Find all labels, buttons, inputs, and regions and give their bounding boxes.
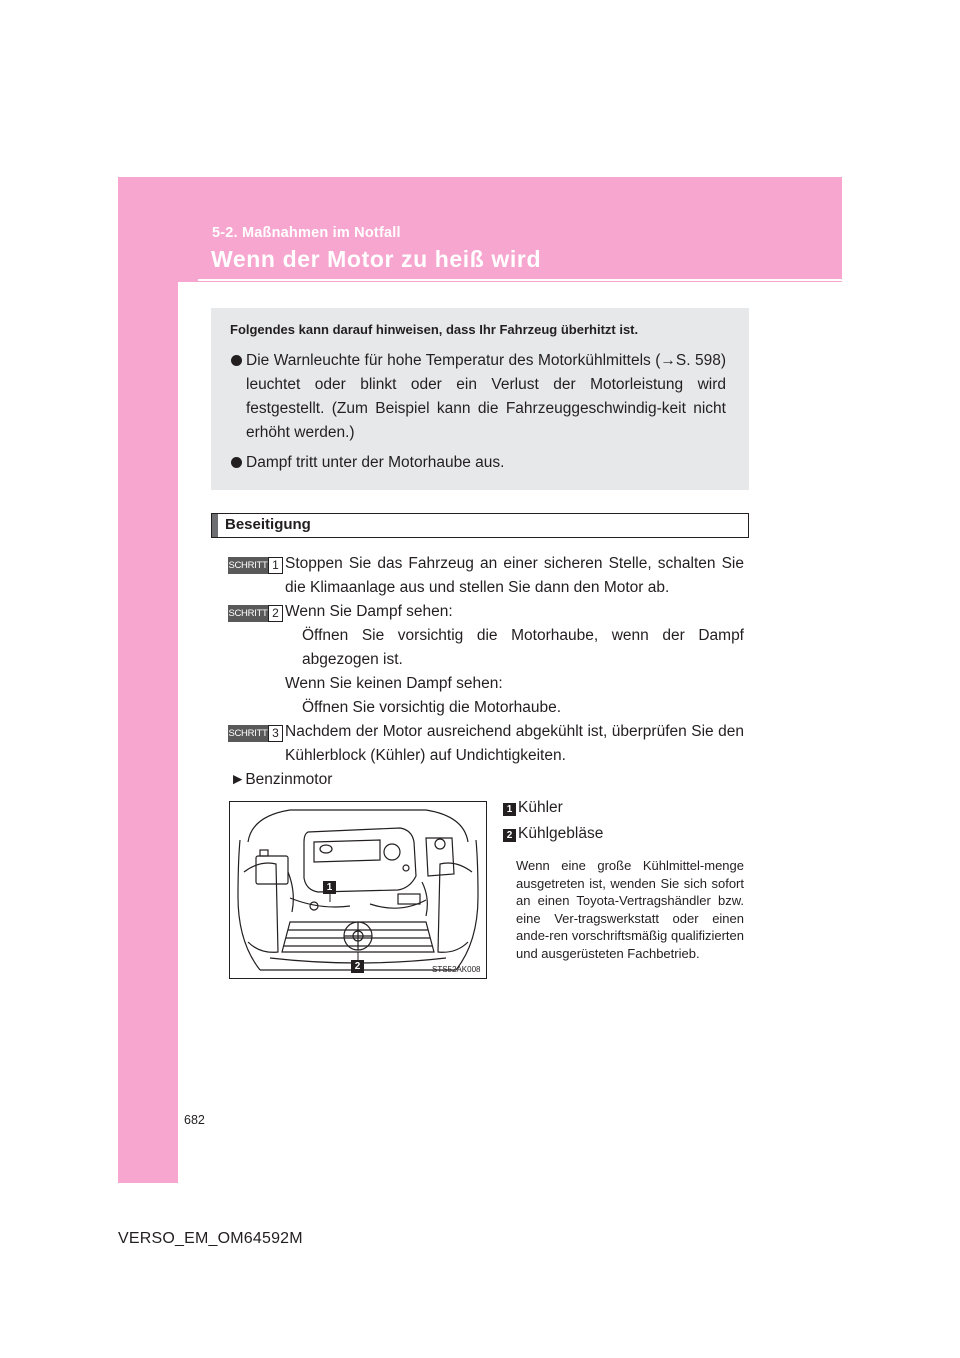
legend-label-2: Kühlgebläse	[518, 825, 604, 842]
overheat-sign-item: Dampf tritt unter der Motorhaube aus.	[246, 454, 505, 471]
legend-marker-2: 2	[503, 829, 516, 842]
marker-2: 2	[351, 960, 364, 973]
step-subtext: Öffnen Sie vorsichtig die Motorhaube, wenn der Dampf abgezogen ist.	[302, 627, 744, 668]
chapter-side-band	[118, 282, 178, 1183]
overheat-sign-item: Die Warnleuchte für hohe Temperatur des Motorkühlmittels (→S. 598) leuchtet oder blinkt oder ein Verlust der Motorleistung wird festgestellt. (Zum Beispiel kann die Fahrzeuggeschwindig-keit nicht erhöht werden.)	[246, 352, 726, 441]
engine-type-text: Benzinmotor	[245, 771, 333, 788]
step-text: Wenn Sie Dampf sehen:	[285, 603, 453, 620]
page-title: Wenn der Motor zu heiß wird	[211, 246, 542, 272]
step-text: Stoppen Sie das Fahrzeug an einer sicheren Stelle, schalten Sie die Klimaanlage aus und stellen Sie dann den Motor ab.	[285, 555, 744, 596]
step-number: 2	[268, 605, 283, 622]
step-number: 3	[268, 725, 283, 742]
heading-accent-bar	[212, 514, 218, 537]
step-tag: SCHRITT	[228, 605, 268, 622]
document-code: VERSO_EM_OM64592M	[118, 1230, 303, 1247]
coolant-leak-note: Wenn eine große Kühlmittel-menge ausgetreten ist, wenden Sie sich sofort an einen Toyota-Vertragshändler bzw. eine Ver-tragswerkstatt oder einen ande-ren vorschriftsmäßig qualifizierten und ausgerüsteten Fachbetrieb.	[516, 858, 744, 961]
step-tag: SCHRITT	[228, 557, 268, 574]
bullet-icon	[231, 355, 242, 366]
step-subtext: Öffnen Sie vorsichtig die Motorhaube.	[302, 699, 562, 716]
step-number: 1	[268, 557, 283, 574]
marker-1: 1	[323, 881, 336, 894]
triangle-right-icon: ►	[230, 771, 246, 788]
step-badge	[228, 557, 282, 574]
legend-marker-1: 1	[503, 803, 516, 816]
step-tag: SCHRITT	[228, 725, 268, 742]
fix-section-heading	[211, 513, 749, 538]
figure-code: STS52AK008	[432, 965, 481, 974]
engine-bay-illustration	[229, 801, 487, 979]
section-label: 5-2. Maßnahmen im Notfall	[212, 225, 401, 241]
step-condition: Wenn Sie keinen Dampf sehen:	[285, 675, 503, 692]
fix-section-heading-text: Beseitigung	[225, 516, 311, 533]
title-underline	[198, 279, 842, 281]
legend-label-1: Kühler	[518, 799, 563, 816]
page-number: 682	[184, 1113, 205, 1127]
overheat-signs-intro: Folgendes kann darauf hinweisen, dass Ihr Fahrzeug überhitzt ist.	[230, 322, 639, 337]
bullet-icon	[231, 457, 242, 468]
engine-bay-drawing	[230, 802, 486, 978]
engine-type-label	[230, 768, 332, 792]
step-badge	[228, 725, 282, 742]
step-text: Nachdem der Motor ausreichend abgekühlt ist, überprüfen Sie den Kühlerblock (Kühler) auf Undichtigkeiten.	[285, 723, 744, 764]
step-badge	[228, 605, 282, 622]
